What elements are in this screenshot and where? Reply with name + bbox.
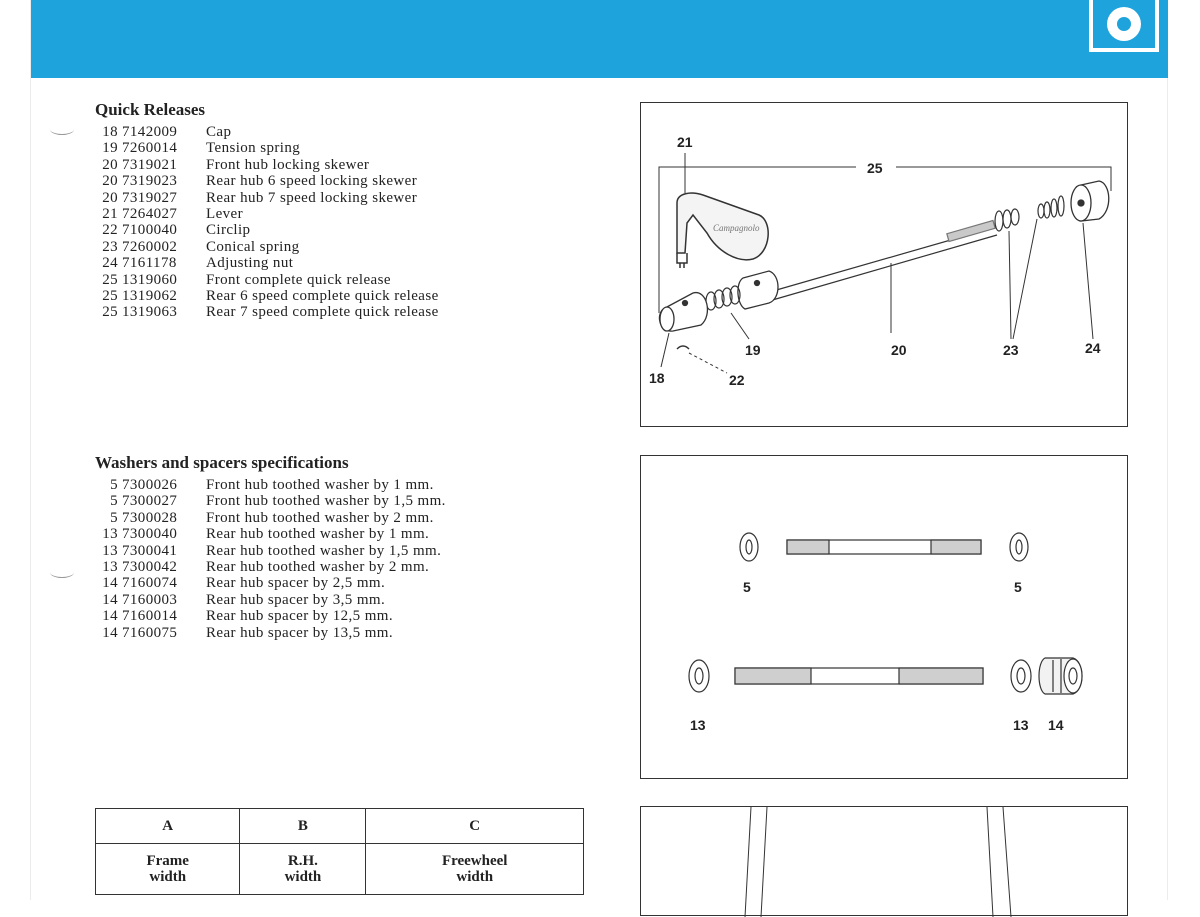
label-21: 21: [677, 134, 693, 150]
part-description: Front complete quick release: [206, 271, 391, 288]
list-item: [95, 526, 446, 542]
list-item: [95, 190, 439, 206]
label-5-right: 5: [1014, 579, 1022, 595]
label-22: 22: [729, 372, 745, 388]
part-ref: 25: [102, 287, 118, 304]
part-ref: 25: [102, 271, 118, 288]
part-code: 1319060: [122, 271, 178, 288]
list-item: [95, 304, 439, 320]
part-code: 7264027: [122, 205, 178, 222]
part-description: Front hub toothed washer by 1 mm.: [206, 477, 434, 493]
label-19: 19: [745, 342, 761, 358]
table-cell-rh-width: R.H. width: [240, 844, 366, 895]
part-description: Tension spring: [206, 140, 301, 157]
list-item: [95, 477, 446, 493]
part-description: Front hub toothed washer by 1,5 mm.: [206, 493, 446, 510]
part-description: Conical spring: [206, 238, 300, 255]
list-item: [95, 222, 439, 238]
part-ref: 20: [102, 156, 118, 173]
list-item: [95, 157, 439, 173]
width-spec-table: [95, 808, 584, 895]
label-14: 14: [1048, 717, 1064, 733]
part-description: Circlip: [206, 222, 251, 239]
list-item: [95, 575, 446, 591]
part-ref: 5: [110, 477, 118, 493]
part-code: 7161178: [122, 255, 177, 272]
part-description: Rear hub spacer by 13,5 mm.: [206, 624, 394, 641]
part-code: 7300042: [122, 558, 178, 575]
svg-text:Campagnolo: Campagnolo: [713, 223, 760, 233]
part-description: Rear hub toothed washer by 2 mm.: [206, 558, 430, 575]
part-code: 7260014: [122, 140, 178, 157]
tension-spring: [706, 286, 740, 310]
label-24: 24: [1085, 340, 1101, 356]
part-code: 7100040: [122, 222, 178, 239]
quick-release-diagram: [640, 102, 1128, 427]
part-description: Rear hub spacer by 2,5 mm.: [206, 575, 386, 592]
part-ref: 13: [102, 526, 118, 543]
part-description: Rear hub toothed washer by 1 mm.: [206, 526, 430, 543]
quick-release-parts-list: [95, 124, 439, 321]
list-item: [95, 206, 439, 222]
part-ref: 14: [102, 575, 118, 592]
lever-icon: [677, 193, 768, 268]
part-ref: 25: [102, 304, 118, 321]
list-item: [95, 173, 439, 189]
part-ref: 23: [102, 238, 118, 255]
part-description: Rear hub 6 speed locking skewer: [206, 173, 418, 190]
section-title-washers: Washers and spacers specifications: [95, 453, 349, 472]
part-code: 7300040: [122, 526, 178, 543]
part-ref: 24: [102, 255, 118, 272]
part-ref: 18: [102, 124, 118, 140]
part-code: 1319063: [122, 304, 178, 321]
part-ref: 14: [102, 608, 118, 625]
list-item: [95, 625, 446, 641]
part-ref: 14: [102, 591, 118, 608]
label-20: 20: [891, 342, 907, 358]
list-item: [95, 510, 446, 526]
list-item: [95, 272, 439, 288]
list-item: [95, 608, 446, 624]
list-item: [95, 493, 446, 509]
table-cell-freewheel-width: Freewheel width: [366, 844, 584, 895]
part-ref: 5: [110, 509, 118, 526]
page-right-margin: [1167, 0, 1200, 900]
list-item: [95, 239, 439, 255]
list-item: [95, 543, 446, 559]
part-code: 7160074: [122, 575, 178, 592]
table-header-a: A: [96, 809, 240, 844]
part-ref: 14: [102, 624, 118, 641]
part-description: Rear 6 speed complete quick release: [206, 287, 439, 304]
part-code: 7319023: [122, 173, 178, 190]
part-description: Rear hub spacer by 12,5 mm.: [206, 608, 394, 625]
part-code: 7319021: [122, 156, 178, 173]
part-ref: 20: [102, 173, 118, 190]
list-item: [95, 559, 446, 575]
part-code: 1319062: [122, 287, 178, 304]
adjusting-nut: [1071, 181, 1109, 221]
table-header-c: C: [366, 809, 584, 844]
header-band: [31, 0, 1168, 78]
cam-body: [738, 271, 778, 309]
part-description: Rear hub spacer by 3,5 mm.: [206, 591, 386, 608]
binding-hole-mark: [50, 567, 74, 578]
section-title-quick-releases: Quick Releases: [95, 100, 206, 119]
rear-axle: [689, 658, 1082, 694]
part-code: 7300028: [122, 509, 178, 526]
front-axle: [740, 533, 1028, 561]
part-ref: 22: [102, 222, 118, 239]
conical-springs: [995, 196, 1064, 231]
part-description: Front hub locking skewer: [206, 156, 370, 173]
list-item: [95, 592, 446, 608]
washer-spacer-diagram: [640, 455, 1128, 779]
cap-part: [659, 293, 707, 332]
part-description: Rear hub 7 speed locking skewer: [206, 189, 418, 206]
part-description: Adjusting nut: [206, 255, 294, 272]
part-code: 7160003: [122, 591, 178, 608]
washer-parts-list: [95, 477, 446, 641]
part-description: Lever: [206, 205, 243, 222]
list-item: [95, 124, 439, 140]
page-left-margin: [0, 0, 31, 900]
list-item: [95, 140, 439, 156]
label-25: 25: [867, 160, 883, 176]
part-code: 7260002: [122, 238, 178, 255]
table-header-b: B: [240, 809, 366, 844]
part-code: 7142009: [122, 124, 178, 140]
part-ref: 13: [102, 542, 118, 559]
part-code: 7160075: [122, 624, 178, 641]
label-23: 23: [1003, 342, 1019, 358]
label-13-right: 13: [1013, 717, 1029, 733]
list-item: [95, 288, 439, 304]
part-code: 7300027: [122, 493, 178, 510]
skewer-rod: [766, 221, 997, 301]
part-code: 7300026: [122, 477, 178, 493]
part-ref: 21: [102, 205, 118, 222]
part-description: Front hub toothed washer by 2 mm.: [206, 509, 434, 526]
part-description: Rear hub toothed washer by 1,5 mm.: [206, 542, 442, 559]
part-ref: 19: [102, 140, 118, 157]
binding-hole-mark: [50, 124, 74, 135]
label-13-left: 13: [690, 717, 706, 733]
part-ref: 13: [102, 558, 118, 575]
label-18: 18: [649, 370, 665, 386]
part-ref: 20: [102, 189, 118, 206]
part-code: 7300041: [122, 542, 178, 559]
part-ref: 5: [110, 493, 118, 510]
table-cell-frame-width: Frame width: [96, 844, 240, 895]
part-description: Cap: [206, 124, 232, 140]
part-code: 7319027: [122, 189, 178, 206]
label-5-left: 5: [743, 579, 751, 595]
ring-logo-icon: [1089, 0, 1159, 52]
list-item: [95, 255, 439, 271]
part-description: Rear 7 speed complete quick release: [206, 304, 439, 321]
part-code: 7160014: [122, 608, 178, 625]
